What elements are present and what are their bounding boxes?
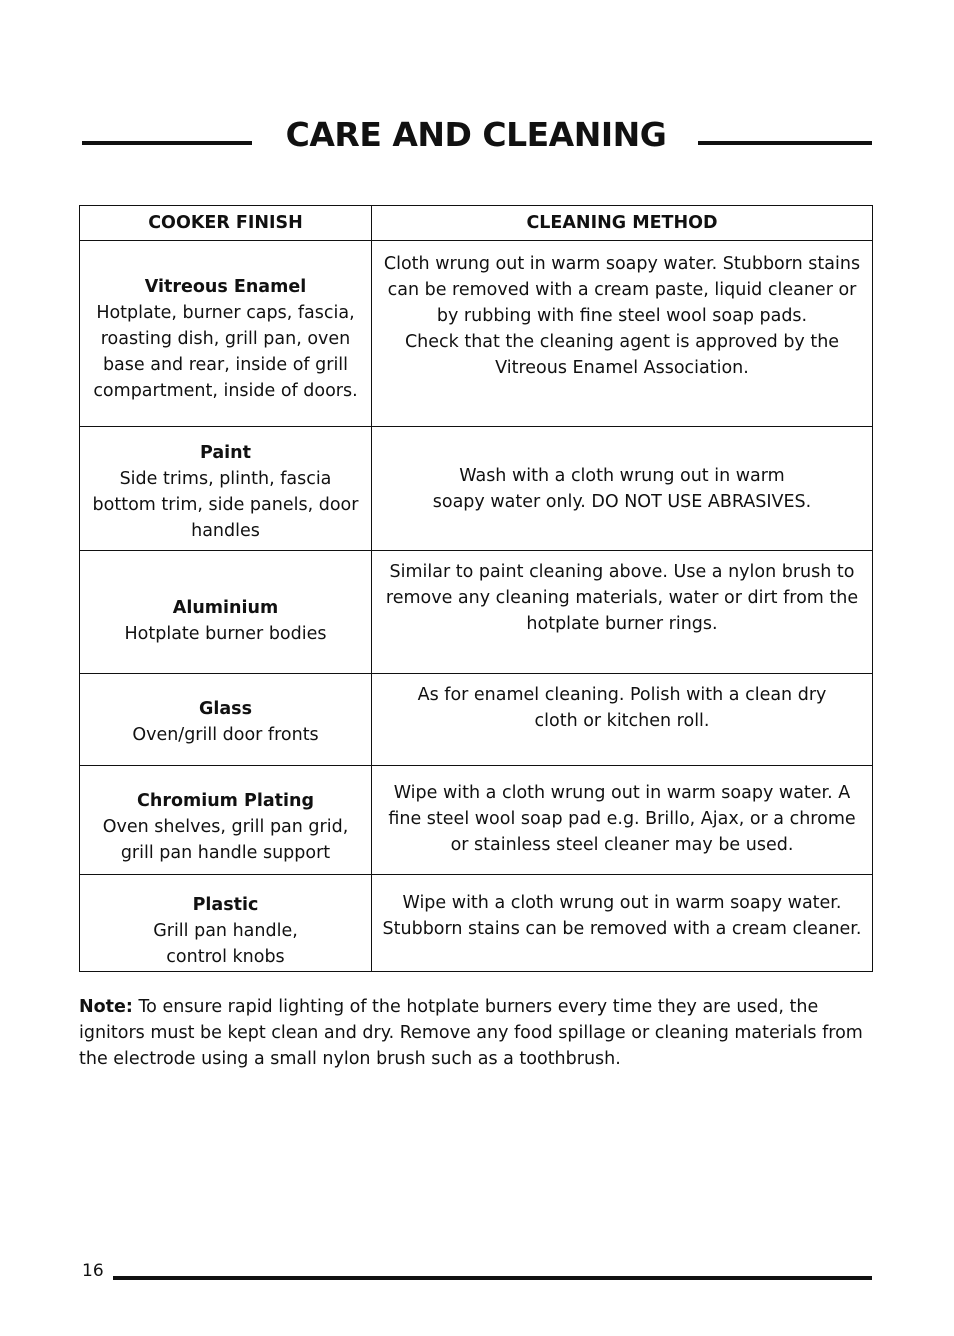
note-paragraph — [79, 994, 872, 1072]
method-text: Wash with a cloth wrung out in warm soapy water only. DO NOT USE ABRASIVES. — [432, 465, 812, 512]
table-row — [80, 766, 873, 875]
finish-items: Oven/grill door fronts — [132, 724, 319, 745]
method-cell — [372, 427, 873, 551]
method-text: Similar to paint cleaning above. Use a nylon brush to remove any cleaning materials, water or dirt from the hotplate burner rings. — [385, 562, 859, 634]
care-table — [79, 205, 873, 972]
finish-cell — [80, 875, 372, 972]
finish-name: Aluminium — [172, 598, 279, 618]
table-row — [80, 875, 873, 972]
footer-rule — [113, 1276, 872, 1280]
finish-name: Plastic — [192, 894, 259, 915]
note-text: To ensure rapid lighting of the hotplate burners every time they are used, the ignitors must be kept clean and dry. Remove any food spillage or cleaning materials from the electrode using a small nylon brush such as a toothbrush. — [79, 997, 863, 1069]
finish-items: Hotplate burner bodies — [124, 624, 327, 644]
method-text: Cloth wrung out in warm soapy water. Stubborn stains can be removed with a cream paste, liquid cleaner or by rubbing with fine steel wool soap pads. Check that the cleaning agent is approved by the Vitreous Enamel Association. — [383, 254, 861, 378]
finish-items: Hotplate, burner caps, fascia, roasting dish, grill pan, oven base and rear, inside of grill compartment, inside of doors. — [93, 302, 358, 401]
method-cell — [372, 551, 873, 674]
header-cooker-finish: COOKER FINISH — [80, 206, 372, 241]
finish-name: Chromium Plating — [137, 791, 314, 811]
finish-cell — [80, 766, 372, 875]
finish-items: Side trims, plinth, fascia bottom trim, side panels, door handles — [92, 469, 359, 541]
finish-cell — [80, 427, 372, 551]
method-cell — [372, 241, 873, 427]
table-row — [80, 241, 873, 427]
header-cleaning-method: CLEANING METHOD — [372, 206, 873, 241]
method-text: Wipe with a cloth wrung out in warm soapy water. Stubborn stains can be removed with a cream cleaner. — [382, 893, 862, 939]
method-text: As for enamel cleaning. Polish with a clean dry cloth or kitchen roll. — [417, 685, 827, 731]
finish-cell — [80, 551, 372, 674]
finish-items: Grill pan handle, control knobs — [153, 920, 298, 967]
title-row — [80, 112, 872, 158]
finish-name: Glass — [198, 698, 252, 719]
finish-name: Vitreous Enamel — [144, 276, 307, 297]
page-title: CARE AND CLEANING — [285, 115, 667, 154]
method-text: Wipe with a cloth wrung out in warm soapy water. A fine steel wool soap pad e.g. Brillo, Ajax, or a chrome or stainless steel cleaner may be used. — [388, 783, 856, 855]
page-number: 16 — [82, 1261, 104, 1281]
finish-items: Oven shelves, grill pan grid, grill pan handle support — [102, 817, 349, 863]
finish-name: Paint — [200, 443, 251, 463]
table-row — [80, 427, 873, 551]
method-cell — [372, 766, 873, 875]
finish-cell — [80, 241, 372, 427]
table-row — [80, 674, 873, 766]
title-rule-right — [698, 141, 872, 145]
table-row — [80, 551, 873, 674]
method-cell — [372, 674, 873, 766]
method-cell — [372, 875, 873, 972]
finish-cell — [80, 674, 372, 766]
table-header-row — [80, 206, 873, 241]
note-label: Note: — [79, 997, 133, 1017]
